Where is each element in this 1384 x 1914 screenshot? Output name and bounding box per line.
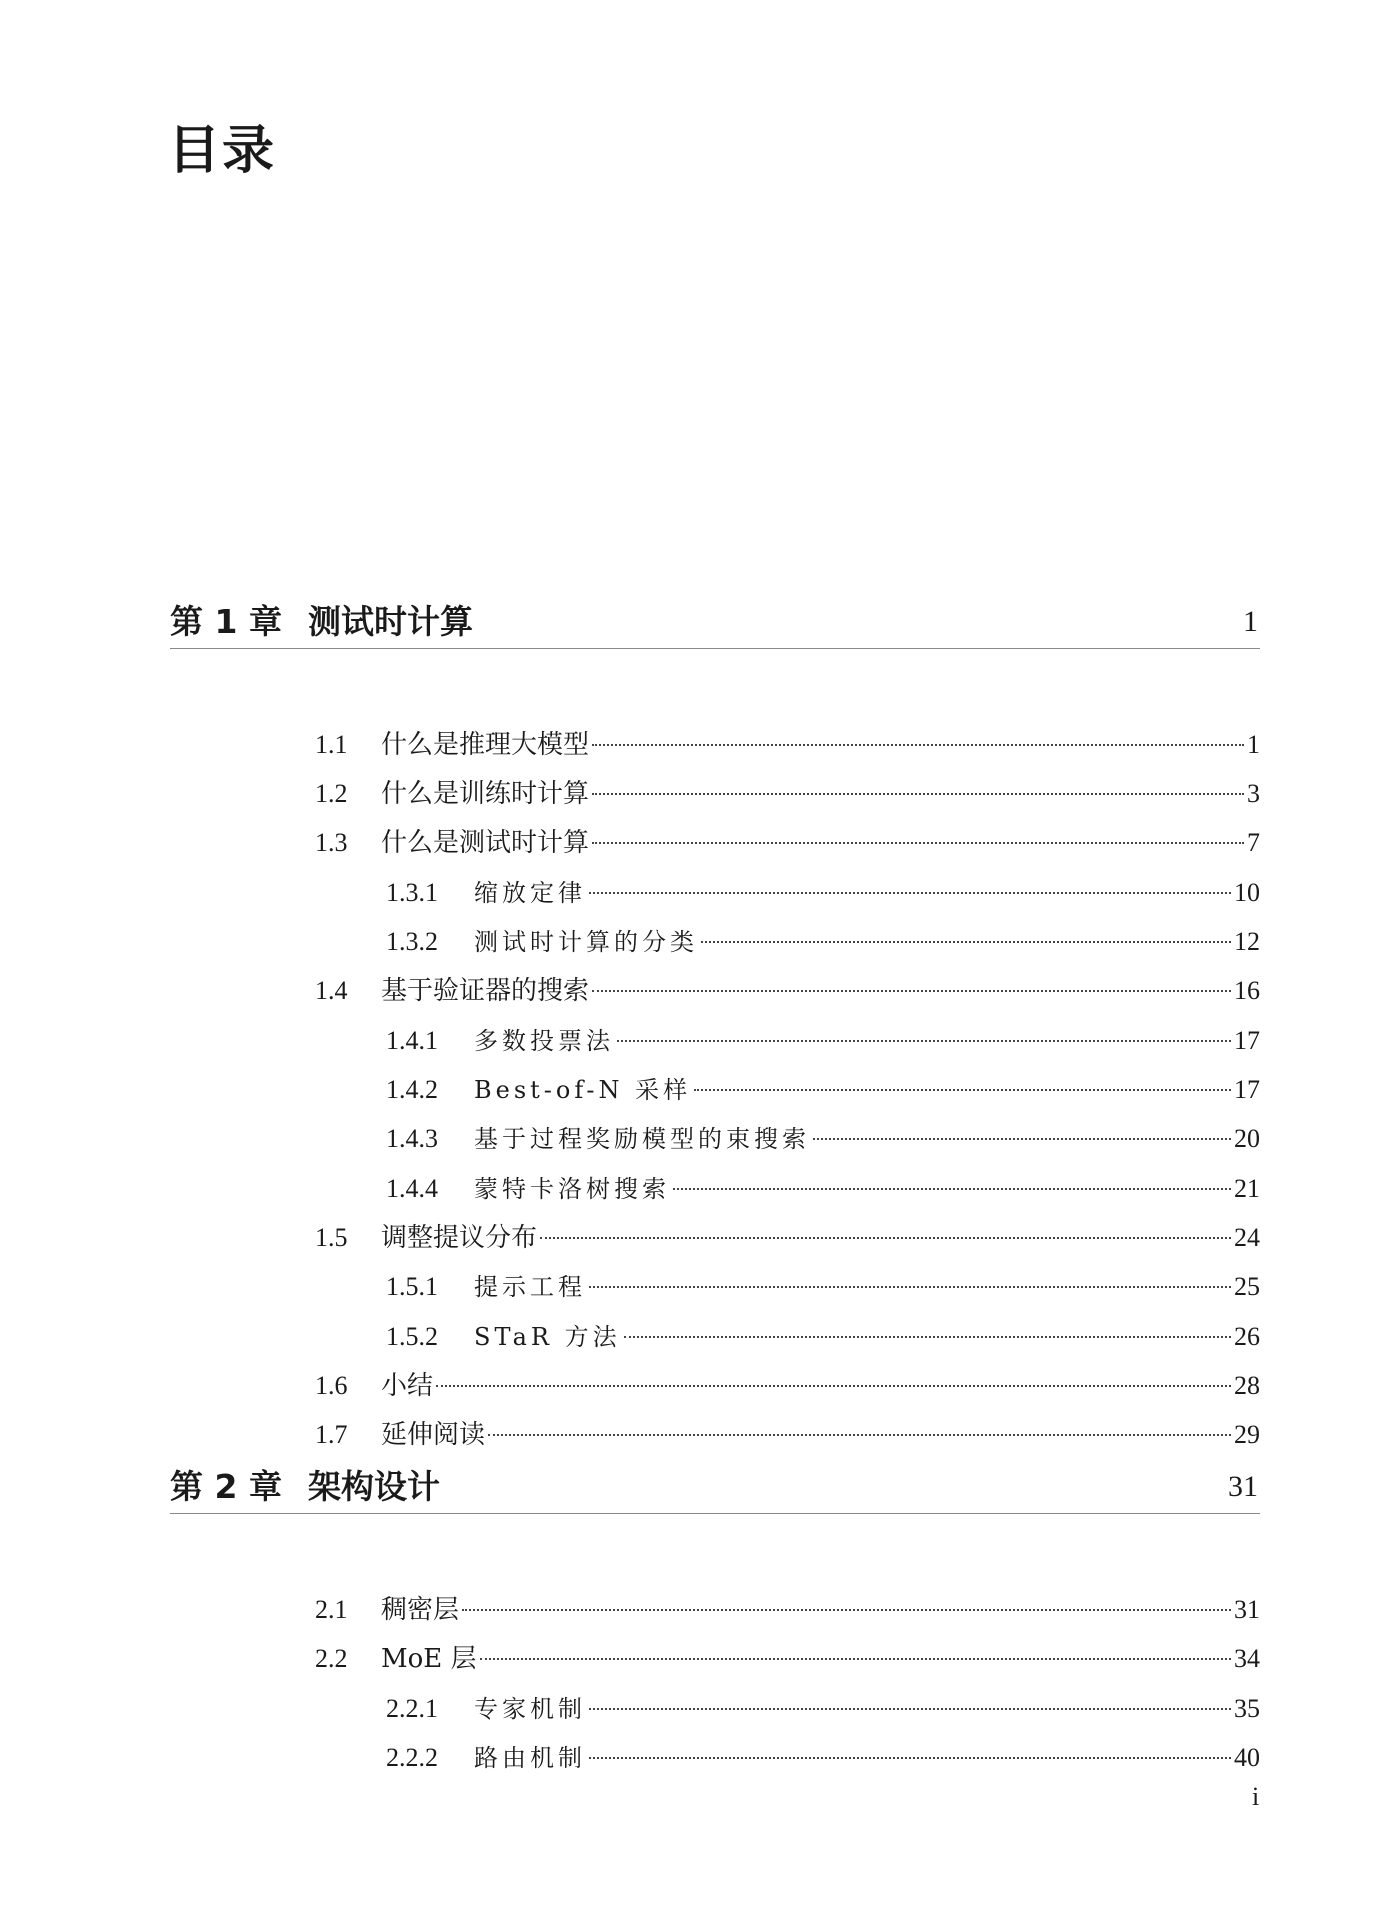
- chapter-name: 架构设计: [307, 1467, 440, 1506]
- section-title: 提示工程: [474, 1273, 586, 1301]
- chapter-1: [170, 594, 1260, 1450]
- page-number: 40: [1234, 1743, 1260, 1772]
- section-title: 小结: [381, 1371, 434, 1401]
- section-number: 1.3: [315, 828, 348, 857]
- section-title: 什么是推理大模型: [381, 730, 590, 760]
- section-title: 专家机制: [474, 1695, 586, 1723]
- chapter-title: [170, 600, 473, 644]
- section-number: 1.5.1: [386, 1272, 438, 1301]
- toc-entry[interactable]: [386, 1738, 1260, 1778]
- toc-entry[interactable]: [386, 873, 1260, 913]
- toc-entry[interactable]: [315, 1415, 1260, 1455]
- page-number: 3: [1247, 779, 1260, 808]
- dot-leader: [589, 1708, 1231, 1710]
- chapter-page-number: 31: [1228, 1470, 1258, 1503]
- toc-entry[interactable]: [386, 1070, 1260, 1110]
- page-number: 29: [1234, 1420, 1260, 1449]
- section-title: 什么是训练时计算: [381, 779, 590, 809]
- toc-entry[interactable]: [386, 1689, 1260, 1729]
- chapter-heading[interactable]: [170, 594, 1260, 649]
- dot-leader: [813, 1138, 1231, 1140]
- chapter-label: 第 1 章: [170, 602, 282, 641]
- dot-leader: [592, 793, 1244, 795]
- section-title: 基于过程奖励模型的束搜索: [474, 1125, 810, 1153]
- section-number: 1.4.3: [386, 1124, 438, 1153]
- page-number: 28: [1234, 1371, 1260, 1400]
- chapter-2: [170, 1459, 1260, 1772]
- dot-leader: [589, 1286, 1231, 1288]
- page-number: 17: [1234, 1075, 1260, 1104]
- page-number: 26: [1234, 1322, 1260, 1351]
- section-number: 1.1: [315, 730, 348, 759]
- section-number: 2.2.1: [386, 1694, 438, 1723]
- dot-leader: [694, 1089, 1231, 1091]
- dot-leader: [488, 1434, 1231, 1436]
- dot-leader: [589, 1757, 1231, 1759]
- chapter-heading[interactable]: [170, 1459, 1260, 1514]
- section-number: 2.2: [315, 1644, 348, 1673]
- dot-leader: [592, 744, 1244, 746]
- toc-entry[interactable]: [315, 971, 1260, 1011]
- page-number: 21: [1234, 1174, 1260, 1203]
- section-number: 2.1: [315, 1595, 348, 1624]
- section-number: 1.4.4: [386, 1174, 438, 1203]
- toc-entry[interactable]: [386, 1119, 1260, 1159]
- section-title: 调整提议分布: [381, 1223, 538, 1253]
- section-number: 1.2: [315, 779, 348, 808]
- page-number: 34: [1234, 1644, 1260, 1673]
- page-number: 25: [1234, 1272, 1260, 1301]
- toc-entry[interactable]: [315, 774, 1260, 814]
- page-number: 12: [1234, 927, 1260, 956]
- page-title: 目录: [168, 121, 277, 181]
- page-number: 16: [1234, 976, 1260, 1005]
- toc-entry[interactable]: [315, 1639, 1260, 1679]
- toc-entry[interactable]: [386, 922, 1260, 962]
- page-number: 35: [1234, 1694, 1260, 1723]
- dot-leader: [589, 892, 1231, 894]
- dot-leader: [673, 1188, 1231, 1190]
- section-title: Best-of-N 采样: [474, 1076, 692, 1104]
- section-number: 1.3.1: [386, 878, 438, 907]
- page-number: 10: [1234, 878, 1260, 907]
- toc-entry[interactable]: [315, 725, 1260, 765]
- section-title: MoE 层: [381, 1644, 477, 1674]
- toc-entry[interactable]: [386, 1021, 1260, 1061]
- page-number: 1: [1247, 730, 1260, 759]
- section-number: 1.4: [315, 976, 348, 1005]
- dot-leader: [701, 941, 1231, 943]
- toc-entry[interactable]: [315, 1218, 1260, 1258]
- dot-leader: [462, 1609, 1231, 1611]
- toc-entry[interactable]: [386, 1169, 1260, 1209]
- section-title: 蒙特卡洛树搜索: [474, 1175, 670, 1203]
- toc-entry[interactable]: [315, 1590, 1260, 1630]
- section-number: 1.4.2: [386, 1075, 438, 1104]
- dot-leader: [617, 1040, 1231, 1042]
- dot-leader: [480, 1658, 1231, 1660]
- section-title: 多数投票法: [474, 1027, 614, 1055]
- page-number: 17: [1234, 1026, 1260, 1055]
- toc-entry[interactable]: [386, 1267, 1260, 1307]
- toc-entry[interactable]: [386, 1317, 1260, 1357]
- page-number: 20: [1234, 1124, 1260, 1153]
- dot-leader: [436, 1385, 1231, 1387]
- section-title: 什么是测试时计算: [381, 828, 590, 858]
- section-number: 1.4.1: [386, 1026, 438, 1055]
- section-title: 测试时计算的分类: [474, 928, 698, 956]
- section-title: 基于验证器的搜索: [381, 976, 590, 1006]
- section-number: 1.5: [315, 1223, 348, 1252]
- section-number: 1.6: [315, 1371, 348, 1400]
- section-title: STaR 方法: [474, 1323, 621, 1351]
- section-number: 1.5.2: [386, 1322, 438, 1351]
- page-number: 31: [1234, 1595, 1260, 1624]
- chapter-name: 测试时计算: [307, 602, 473, 641]
- section-title: 稠密层: [381, 1595, 460, 1625]
- section-title: 延伸阅读: [381, 1420, 486, 1450]
- folio-page-number: i: [1252, 1782, 1260, 1811]
- page-number: 7: [1247, 828, 1260, 857]
- section-title: 缩放定律: [474, 879, 586, 907]
- chapter-page-number: 1: [1243, 605, 1258, 638]
- page-number: 24: [1234, 1223, 1260, 1252]
- dot-leader: [592, 842, 1244, 844]
- section-number: 2.2.2: [386, 1743, 438, 1772]
- dot-leader: [540, 1237, 1231, 1239]
- dot-leader: [624, 1336, 1231, 1338]
- toc-entry[interactable]: [315, 823, 1260, 863]
- section-title: 路由机制: [474, 1744, 586, 1772]
- dot-leader: [592, 990, 1231, 992]
- chapter-label: 第 2 章: [170, 1467, 282, 1506]
- toc-entry[interactable]: [315, 1366, 1260, 1406]
- section-number: 1.7: [315, 1420, 348, 1449]
- chapter-title: [170, 1465, 440, 1509]
- section-number: 1.3.2: [386, 927, 438, 956]
